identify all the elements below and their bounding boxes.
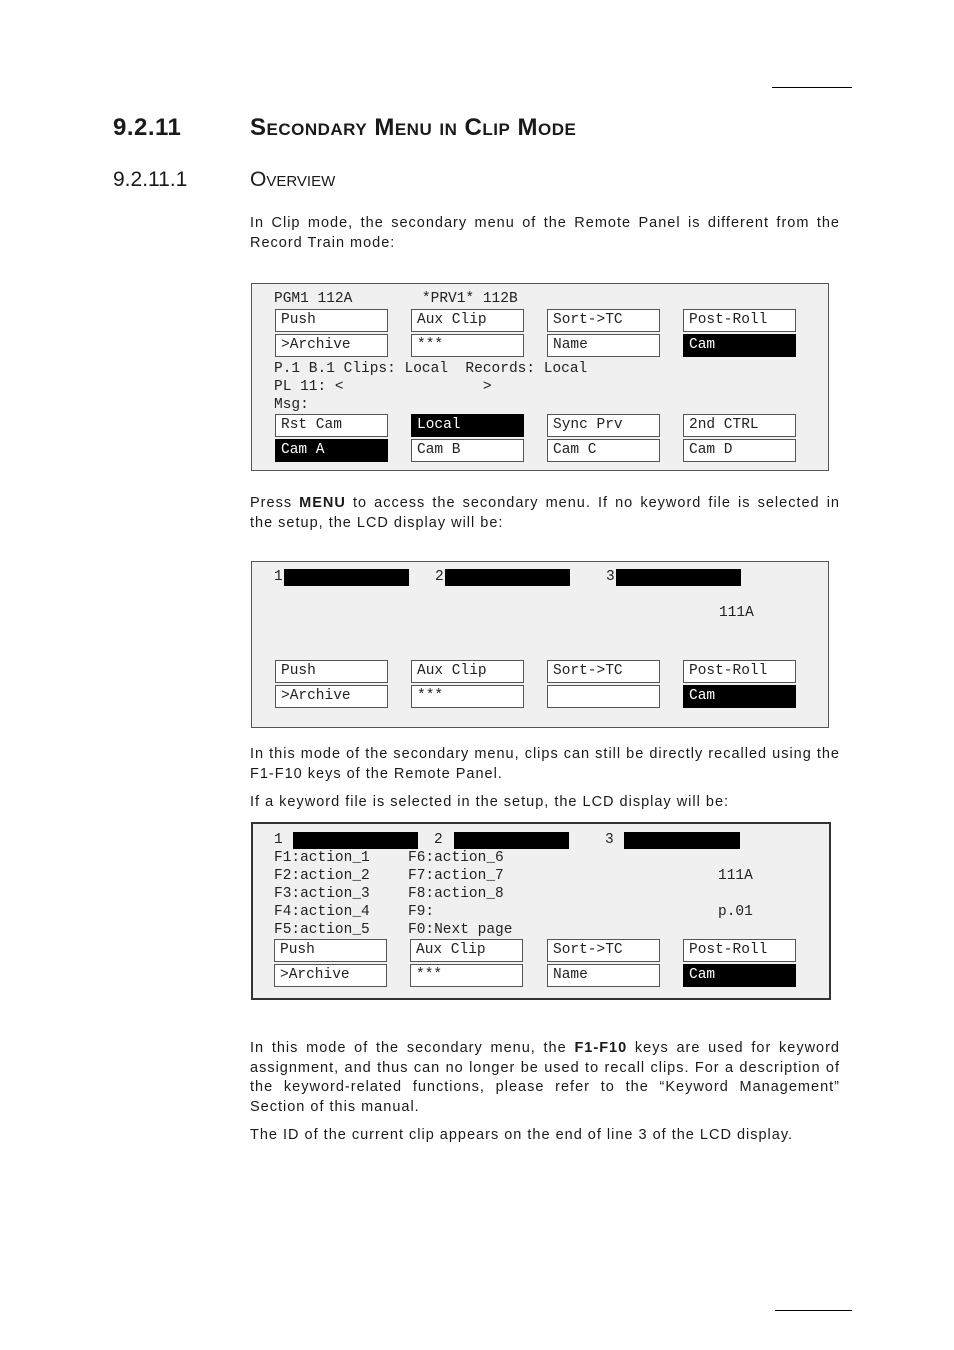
lcd-key-sort: Sort->TC <box>547 660 660 683</box>
lcd-line-clips: P.1 B.1 Clips: Local Records: Local <box>274 361 588 377</box>
lcd-key-cam-b: Cam B <box>411 439 524 462</box>
lcd-page-number: p.01 <box>718 904 753 920</box>
header-rule <box>772 87 852 88</box>
keyword-intro-paragraph: If a keyword file is selected in the setup, the LCD display will be: <box>250 794 730 810</box>
lcd-key-cam-c: Cam C <box>547 439 660 462</box>
lcd-key-post-roll: Post-Roll <box>683 660 796 683</box>
lcd-clip-id: 111A <box>718 868 753 884</box>
lcd-slot-number-2: 2 <box>434 832 443 848</box>
lcd-key-cam: Cam <box>683 334 796 357</box>
keyword-paragraph-text-2: keys are used for keyword assignment, and thus can no longer be used to recall clips. For a description of the keyword-related functions, please refer to the “Keyword Management” Section of this manual. <box>250 1040 840 1115</box>
lcd-key-empty <box>547 685 660 708</box>
lcd-slot-number-3: 3 <box>606 569 615 585</box>
lcd-key-cam-d: Cam D <box>683 439 796 462</box>
lcd-key-aux-clip: Aux Clip <box>411 660 524 683</box>
lcd-key-name: Name <box>547 334 660 357</box>
lcd-key-sort: Sort->TC <box>547 939 660 962</box>
lcd-slot-bar-3 <box>624 832 740 849</box>
keyword-paragraph <box>250 1039 840 1117</box>
menu-paragraph-text-2: to access the secondary menu. If no keyword file is selected in the setup, the LCD display will be: <box>250 495 840 531</box>
lcd-key-push: Push <box>275 660 388 683</box>
lcd-key-cam-a: Cam A <box>275 439 388 462</box>
lcd-key-2nd-ctrl: 2nd CTRL <box>683 414 796 437</box>
lcd-key-post-roll: Post-Roll <box>683 309 796 332</box>
lcd-key-sort: Sort->TC <box>547 309 660 332</box>
keyword-paragraph-text-1: In this mode of the secondary menu, the <box>250 1040 575 1056</box>
menu-key-name: MENU <box>299 495 346 511</box>
subsection-title: Overview <box>250 168 336 191</box>
lcd-key-aux-clip: Aux Clip <box>411 309 524 332</box>
lcd-slot-bar-3 <box>616 569 741 586</box>
lcd-key-sync-prv: Sync Prv <box>547 414 660 437</box>
lcd-key-archive: >Archive <box>275 685 388 708</box>
lcd-key-aux-clip: Aux Clip <box>410 939 523 962</box>
lcd-clip-id: 111A <box>719 605 754 621</box>
f-keys-range: F1-F10 <box>574 1040 628 1056</box>
lcd-keyword-f0: F0:Next page <box>408 922 513 938</box>
lcd-key-push: Push <box>274 939 387 962</box>
lcd-line-pgm: PGM1 112A *PRV1* 112B <box>274 291 518 307</box>
lcd-keyword-f6: F6:action_6 <box>408 850 504 866</box>
lcd-keyword-f8: F8:action_8 <box>408 886 504 902</box>
lcd-keyword-f5: F5:action_5 <box>274 922 370 938</box>
lcd-line-playlist: PL 11: < > <box>274 379 492 395</box>
lcd-keyword-f2: F2:action_2 <box>274 868 370 884</box>
lcd-key-stars: *** <box>410 964 523 987</box>
lcd-display-record-mode <box>251 283 829 471</box>
lcd-key-local: Local <box>411 414 524 437</box>
subsection-number: 9.2.11.1 <box>113 168 188 191</box>
lcd-slot-number-3: 3 <box>605 832 614 848</box>
lcd-slot-bar-1 <box>293 832 418 849</box>
lcd-display-keyword <box>251 822 831 1000</box>
lcd-key-stars: *** <box>411 685 524 708</box>
lcd-keyword-f1: F1:action_1 <box>274 850 370 866</box>
lcd-key-archive: >Archive <box>274 964 387 987</box>
lcd-slot-number-2: 2 <box>435 569 444 585</box>
lcd-slot-number-1: 1 <box>274 569 283 585</box>
menu-paragraph-text-1: Press <box>250 495 300 511</box>
lcd-slot-bar-1 <box>284 569 409 586</box>
section-number: 9.2.11 <box>113 114 182 141</box>
lcd-key-stars: *** <box>411 334 524 357</box>
lcd-keyword-f9: F9: <box>408 904 435 920</box>
footer-rule <box>775 1310 852 1311</box>
clip-id-paragraph: The ID of the current clip appears on the end of line 3 of the LCD display. <box>250 1127 794 1143</box>
section-title: Secondary Menu in Clip Mode <box>250 114 577 141</box>
lcd-slot-bar-2 <box>454 832 569 849</box>
lcd-key-push: Push <box>275 309 388 332</box>
lcd-keyword-f4: F4:action_4 <box>274 904 370 920</box>
lcd-key-cam: Cam <box>683 964 796 987</box>
lcd-key-name: Name <box>547 964 660 987</box>
lcd-key-archive: >Archive <box>275 334 388 357</box>
menu-paragraph <box>250 494 840 533</box>
lcd-line-msg: Msg: <box>274 397 309 413</box>
lcd-display-no-keyword <box>251 561 829 728</box>
lcd-slot-number-1: 1 <box>274 832 283 848</box>
lcd-key-post-roll: Post-Roll <box>683 939 796 962</box>
lcd-slot-bar-2 <box>445 569 570 586</box>
intro-paragraph: In Clip mode, the secondary menu of the Remote Panel is different from the Record Train mode: <box>250 215 840 251</box>
lcd-keyword-f3: F3:action_3 <box>274 886 370 902</box>
lcd-key-cam: Cam <box>683 685 796 708</box>
lcd-keyword-f7: F7:action_7 <box>408 868 504 884</box>
lcd-key-rst-cam: Rst Cam <box>275 414 388 437</box>
recall-paragraph: In this mode of the secondary menu, clips can still be directly recalled using the F1-F10 keys of the Remote Panel. <box>250 746 840 782</box>
